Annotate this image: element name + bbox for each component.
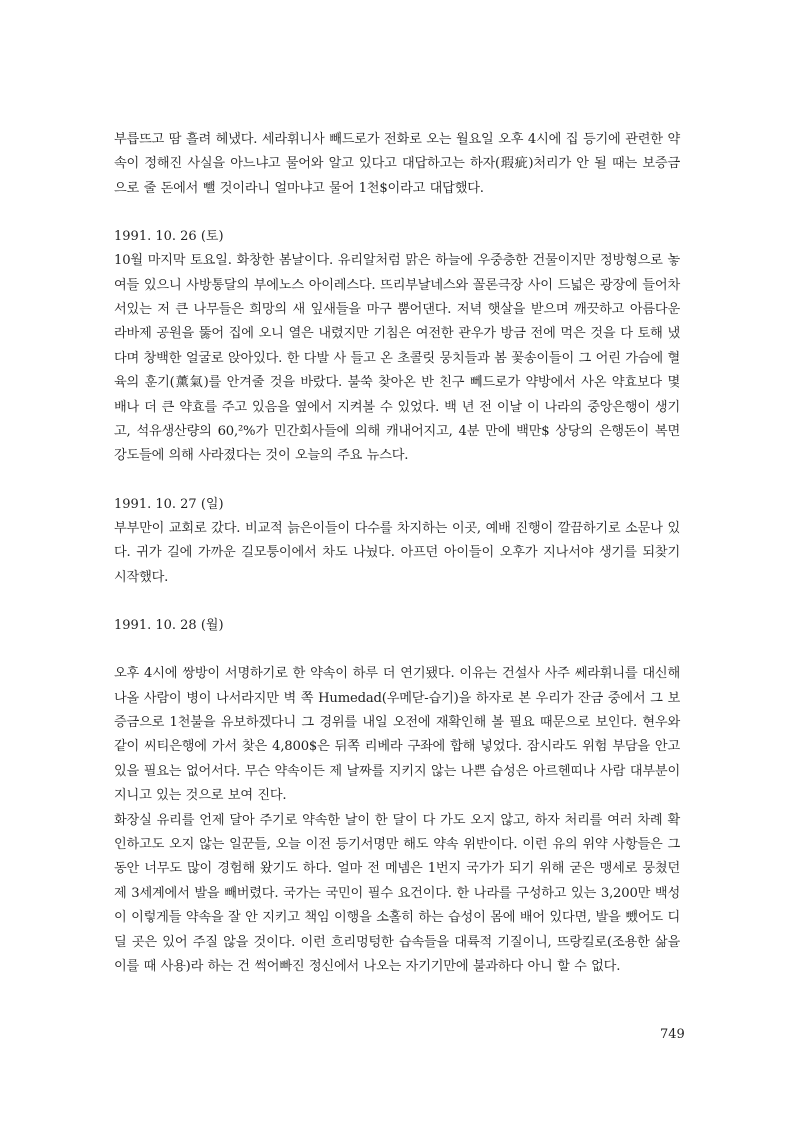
entry-date-1991-10-28: 1991. 10. 28 (월) <box>114 618 224 634</box>
page-number: 749 <box>660 1027 685 1042</box>
entry-body-1991-10-28: 오후 4시에 쌍방이 서명하기로 한 약속이 하루 더 연기됐다. 이유는 건설사 사주 쎄라휘니를 대신해 나올 사람이 병이 나서라지만 벽 쪽 Humedad(우메닫-습기)을 하자로 본 우리가 잔금 중에서 그 보증금으로 1천불을 유보하겠다니 그 경위를 내일 오전에 재확인해 볼 필요 때문으로 보인다. 현우와 같이 씨티은행에 가서 찾은 4,800$은 뒤쪽 리베라 구좌에 합해 넣었다. 잠시라도 위험 부담을 안고 있을 필요는 없어서다. 무슨 약속이든 제 날짜를 지키지 않는 나쁜 습성은 아르헨띠나 사람 대부분이 지니고 있는 것으로 보여 진다. <box>114 666 680 804</box>
entry-date-1991-10-27: 1991. 10. 27 (일) <box>114 496 224 512</box>
entry-date-1991-10-26: 1991. 10. 26 (토) <box>114 229 224 245</box>
entry-body-1991-10-26: 10월 마지막 토요일. 화창한 봄날이다. 유리알처럼 맑은 하늘에 우중충한 건물이지만 정방형으로 놓여들 있으니 사방통달의 부에노스 아이레스다. 뜨리부날네스와 꼴론극장 사이 드넓은 광장에 들어차 서있는 저 큰 나무들은 희망의 새 잎새들을 마구 뿜어댄다. 저녁 햇살을 받으며 깨끗하고 아름다운 라바제 공원을 뚫어 집에 오니 열은 내렸지만 기침은 여전한 관우가 방금 전에 먹은 것을 다 토해 냈다며 창백한 얼굴로 앉아있다. 한 다발 사 들고 온 초콜릿 뭉치들과 봄 꽃송이들이 그 어린 가슴에 혈육의 훈기(薰氣)를 안겨줄 것을 바랐다. 불쑥 찾아온 반 친구 뻬드로가 약방에서 사온 약효보다 몇 배나 더 큰 약효를 주고 있음을 옆에서 지켜볼 수 있었다. 백 년 전 이날 이 나라의 중앙은행이 생기고, 석유생산량의 60,²%가 민간회사들에 의해 캐내어지고, 4분 만에 백만$ 상당의 은행돈이 복면 강도들에 의해 사라졌다는 것이 오늘의 주요 뉴스다. <box>114 253 680 464</box>
intro-paragraph: 부릅뜨고 땀 흘려 헤냈다. 세라휘니사 빼드로가 전화로 오는 월요일 오후 4시에 집 등기에 관련한 약속이 정해진 사실을 아느냐고 물어와 알고 있다고 대답하고는 하자(瑕疵)처리가 안 될 때는 보증금으로 줄 돈에서 뺄 것이라니 얼마냐고 물어 1천$이라고 대답했다. <box>114 132 680 196</box>
entry-body-1991-10-27: 부부만이 교회로 갔다. 비교적 늙은이들이 다수를 차지하는 이곳, 예배 진행이 깔끔하기로 소문나 있다. 귀가 길에 가까운 길모퉁이에서 차도 나눴다. 아프던 아이들이 오후가 지나서야 생기를 되찾기 시작했다. <box>114 520 680 585</box>
entry-body-1991-10-28-continued: 화장실 유리를 언제 달아 주기로 약속한 날이 한 달이 다 가도 오지 않고, 하자 처리를 여러 차례 확인하고도 오지 않는 일꾼들, 오늘 이전 등기서명만 해도 약속 위반이다. 이런 유의 위약 사항들은 그동안 너무도 많이 경험해 왔기도 하다. 얼마 전 메넴은 1번지 국가가 되기 위해 굳은 맹세로 뭉쳤던 제 3세계에서 발을 빼버렸다. 국가는 국민이 필수 요건이다. 한 나라를 구성하고 있는 3,200만 백성이 이렇게들 약속을 잘 안 지키고 책임 이행을 소홀히 하는 습성이 몸에 배어 있다면, 발을 뺐어도 디딜 곳은 있어 주질 않을 것이다. 이런 흐리멍텅한 습속들을 대륙적 기질이니, 뜨랑킬로(조용한 삶을 이를 때 사용)라 하는 건 썩어빠진 정신에서 나오는 자기기만에 불과하다 아니 할 수 없다. <box>114 812 680 974</box>
document-page <box>114 128 680 979</box>
